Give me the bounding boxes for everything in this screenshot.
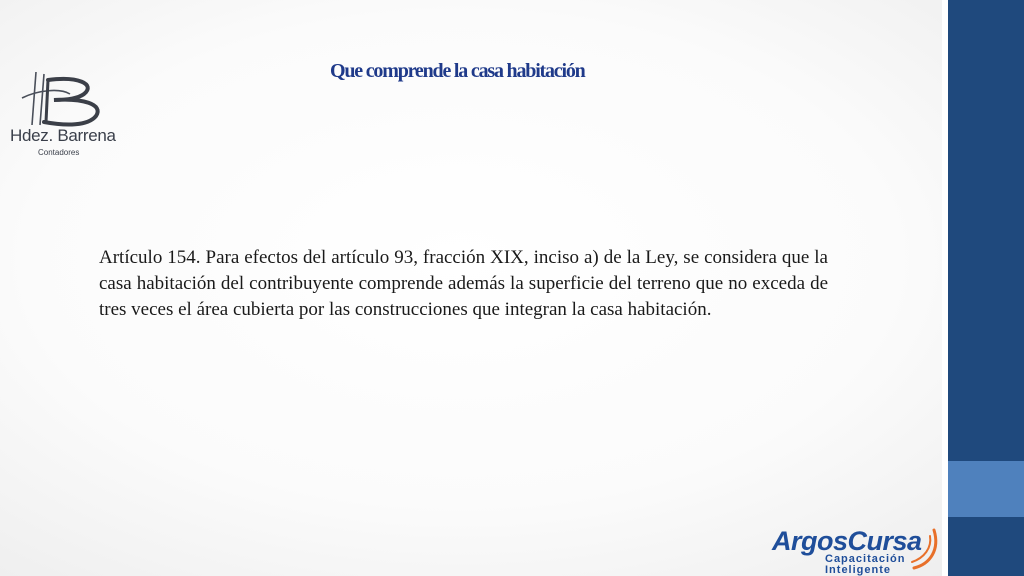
argos-tagline-1: Capacitación (825, 553, 906, 565)
slide-body-text: Artículo 154. Para efectos del artículo 93, fracción XIX, inciso a) de la Ley, se considera que la casa habitación del contribuyente comprende además la superficie del terreno que no exceda de tres veces el área cubierta por las construcciones que integran la casa habitación. (99, 247, 828, 320)
argos-tagline-2: Inteligente (825, 564, 892, 576)
hb-monogram-icon (8, 70, 118, 130)
hdez-barrena-logo (8, 70, 118, 162)
logo-company-subtitle: Contadores (38, 148, 80, 157)
logo-company-name: Hdez. Barrena (10, 126, 116, 145)
side-accent-block (948, 461, 1024, 517)
argos-logo-name: ArgosCursa (772, 526, 922, 556)
swoosh-icon (910, 524, 942, 574)
argoscursa-logo (770, 524, 942, 574)
slide-title: Que comprende la casa habitación (330, 60, 585, 82)
